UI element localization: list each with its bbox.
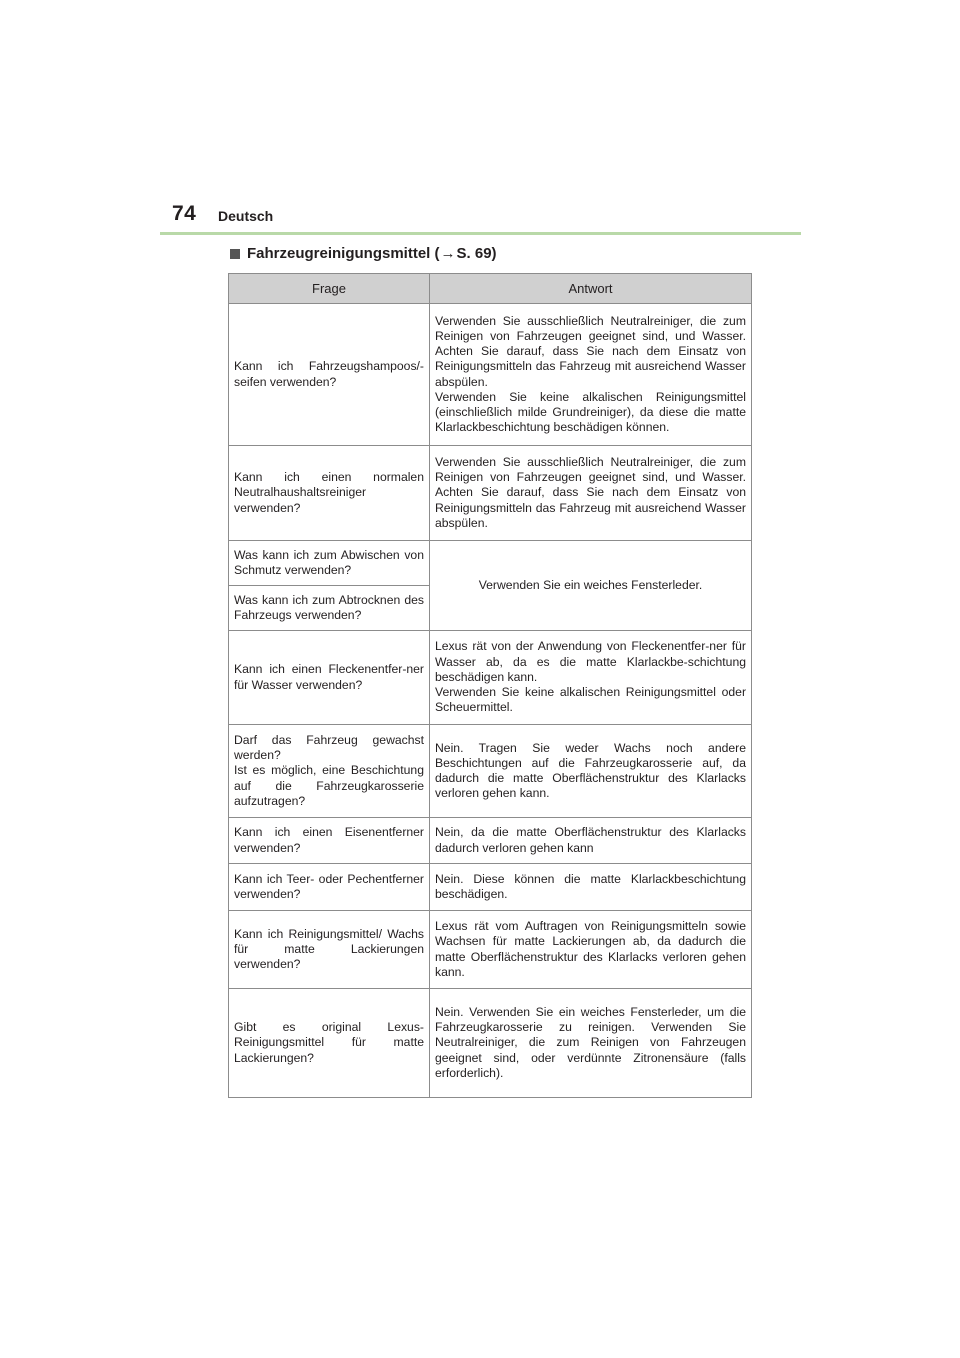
- question-cell: Kann ich Teer- oder Pechentferner verwenden?: [229, 864, 430, 911]
- question-cell: Kann ich Reinigungsmittel/ Wachs für matte Lackierungen verwenden?: [229, 911, 430, 989]
- table-row: [229, 818, 752, 864]
- answer-text: Verwenden Sie ausschließlich Neutralreiniger, die zum Reinigen von Fahrzeugen geeignet sind, und Wasser. Achten Sie darauf, dass Sie nach dem Einsatz von Reinigungsmitteln das Fahrzeug mit ausreichend Wasser abspülen.: [435, 313, 746, 389]
- table-row: [229, 864, 752, 911]
- column-header-question: Frage: [229, 274, 430, 304]
- answer-cell: Verwenden Sie ein weiches Fensterleder.: [430, 541, 752, 631]
- question-text: Darf das Fahrzeug gewachst werden?: [234, 732, 424, 763]
- answer-text-note: Verwenden Sie keine alkalischen Reinigungsmittel (einschließlich milde Grundreiniger), da diese die matte Klarlackbeschichtung beschädigen können.: [435, 389, 746, 435]
- section-page-reference[interactable]: S. 69): [456, 245, 497, 262]
- answer-text: Lexus rät von der Anwendung von Fleckenentfer-ner für Wasser ab, da es die matte Klarlackbe-schichtung beschädigen kann.: [435, 639, 746, 684]
- table-row: [229, 631, 752, 725]
- header-language-label: Deutsch: [218, 208, 274, 224]
- header-divider: [160, 232, 801, 235]
- question-cell: Was kann ich zum Abtrocknen des Fahrzeugs verwenden?: [229, 586, 430, 631]
- question-cell: Kann ich einen normalen Neutralhaushaltsreiniger verwenden?: [229, 446, 430, 541]
- faq-table: [228, 273, 752, 1098]
- answer-cell: Nein, da die matte Oberflächenstruktur des Klarlacks dadurch verloren gehen kann: [430, 818, 752, 864]
- question-cell: Kann ich einen Eisenentferner verwenden?: [229, 818, 430, 864]
- page-number: 74: [172, 202, 197, 225]
- answer-cell: [430, 304, 752, 446]
- square-bullet-icon: [230, 249, 240, 259]
- answer-cell: Verwenden Sie ausschließlich Neutralreiniger, die zum Reinigen von Fahrzeugen geeignet sind, und Wasser. Achten Sie darauf, dass Sie nach dem Einsatz von Reinigungsmitteln das Fahrzeug mit ausreichend Wasser abspülen.: [430, 446, 752, 541]
- column-header-answer: Antwort: [430, 274, 752, 304]
- section-title: [230, 245, 497, 262]
- table-row: [229, 304, 752, 446]
- answer-cell: Nein. Diese können die matte Klarlackbeschichtung beschädigen.: [430, 864, 752, 911]
- answer-cell: Nein. Verwenden Sie ein weiches Fensterleder, um die Fahrzeugkarosserie zu reinigen. Verwenden Sie Neutralreiniger, die zum Reinigen von Fahrzeugen geeignet sind, oder verdünnte Zitronensäure (falls erforderlich).: [430, 989, 752, 1098]
- table-row: [229, 989, 752, 1098]
- table-row: [229, 541, 752, 586]
- table-row: [229, 446, 752, 541]
- table-row: [229, 911, 752, 989]
- question-cell: Gibt es original Lexus-Reinigungsmittel für matte Lackierungen?: [229, 989, 430, 1098]
- answer-cell: Lexus rät vom Auftragen von Reinigungsmitteln sowie Wachsen für matte Lackierungen ab, da dadurch die matte Oberflächenstruktur des Klarlacks verloren gehen kann.: [430, 911, 752, 989]
- question-cell: Kann ich einen Fleckenentfer-ner für Wasser verwenden?: [229, 631, 430, 725]
- question-cell: Was kann ich zum Abwischen von Schmutz verwenden?: [229, 541, 430, 586]
- answer-cell: Nein. Tragen Sie weder Wachs noch andere Beschichtungen auf die Fahrzeugkarosserie auf, da dadurch die matte Oberflächenstruktur des Klarlacks verloren gehen kann.: [430, 725, 752, 818]
- table-row: [229, 725, 752, 818]
- section-title-text: Fahrzeugreinigungsmittel (: [247, 245, 440, 262]
- question-text-followup: Ist es möglich, eine Beschichtung auf die Fahrzeugkarosserie aufzutragen?: [234, 763, 424, 808]
- answer-text-note: Verwenden Sie keine alkalischen Reinigungsmittel oder Scheuermittel.: [435, 685, 746, 715]
- arrow-right-icon: →: [440, 245, 456, 262]
- answer-cell: [430, 631, 752, 725]
- question-cell: Kann ich Fahrzeugshampoos/-seifen verwenden?: [229, 304, 430, 446]
- table-header-row: [229, 274, 752, 304]
- question-cell: [229, 725, 430, 818]
